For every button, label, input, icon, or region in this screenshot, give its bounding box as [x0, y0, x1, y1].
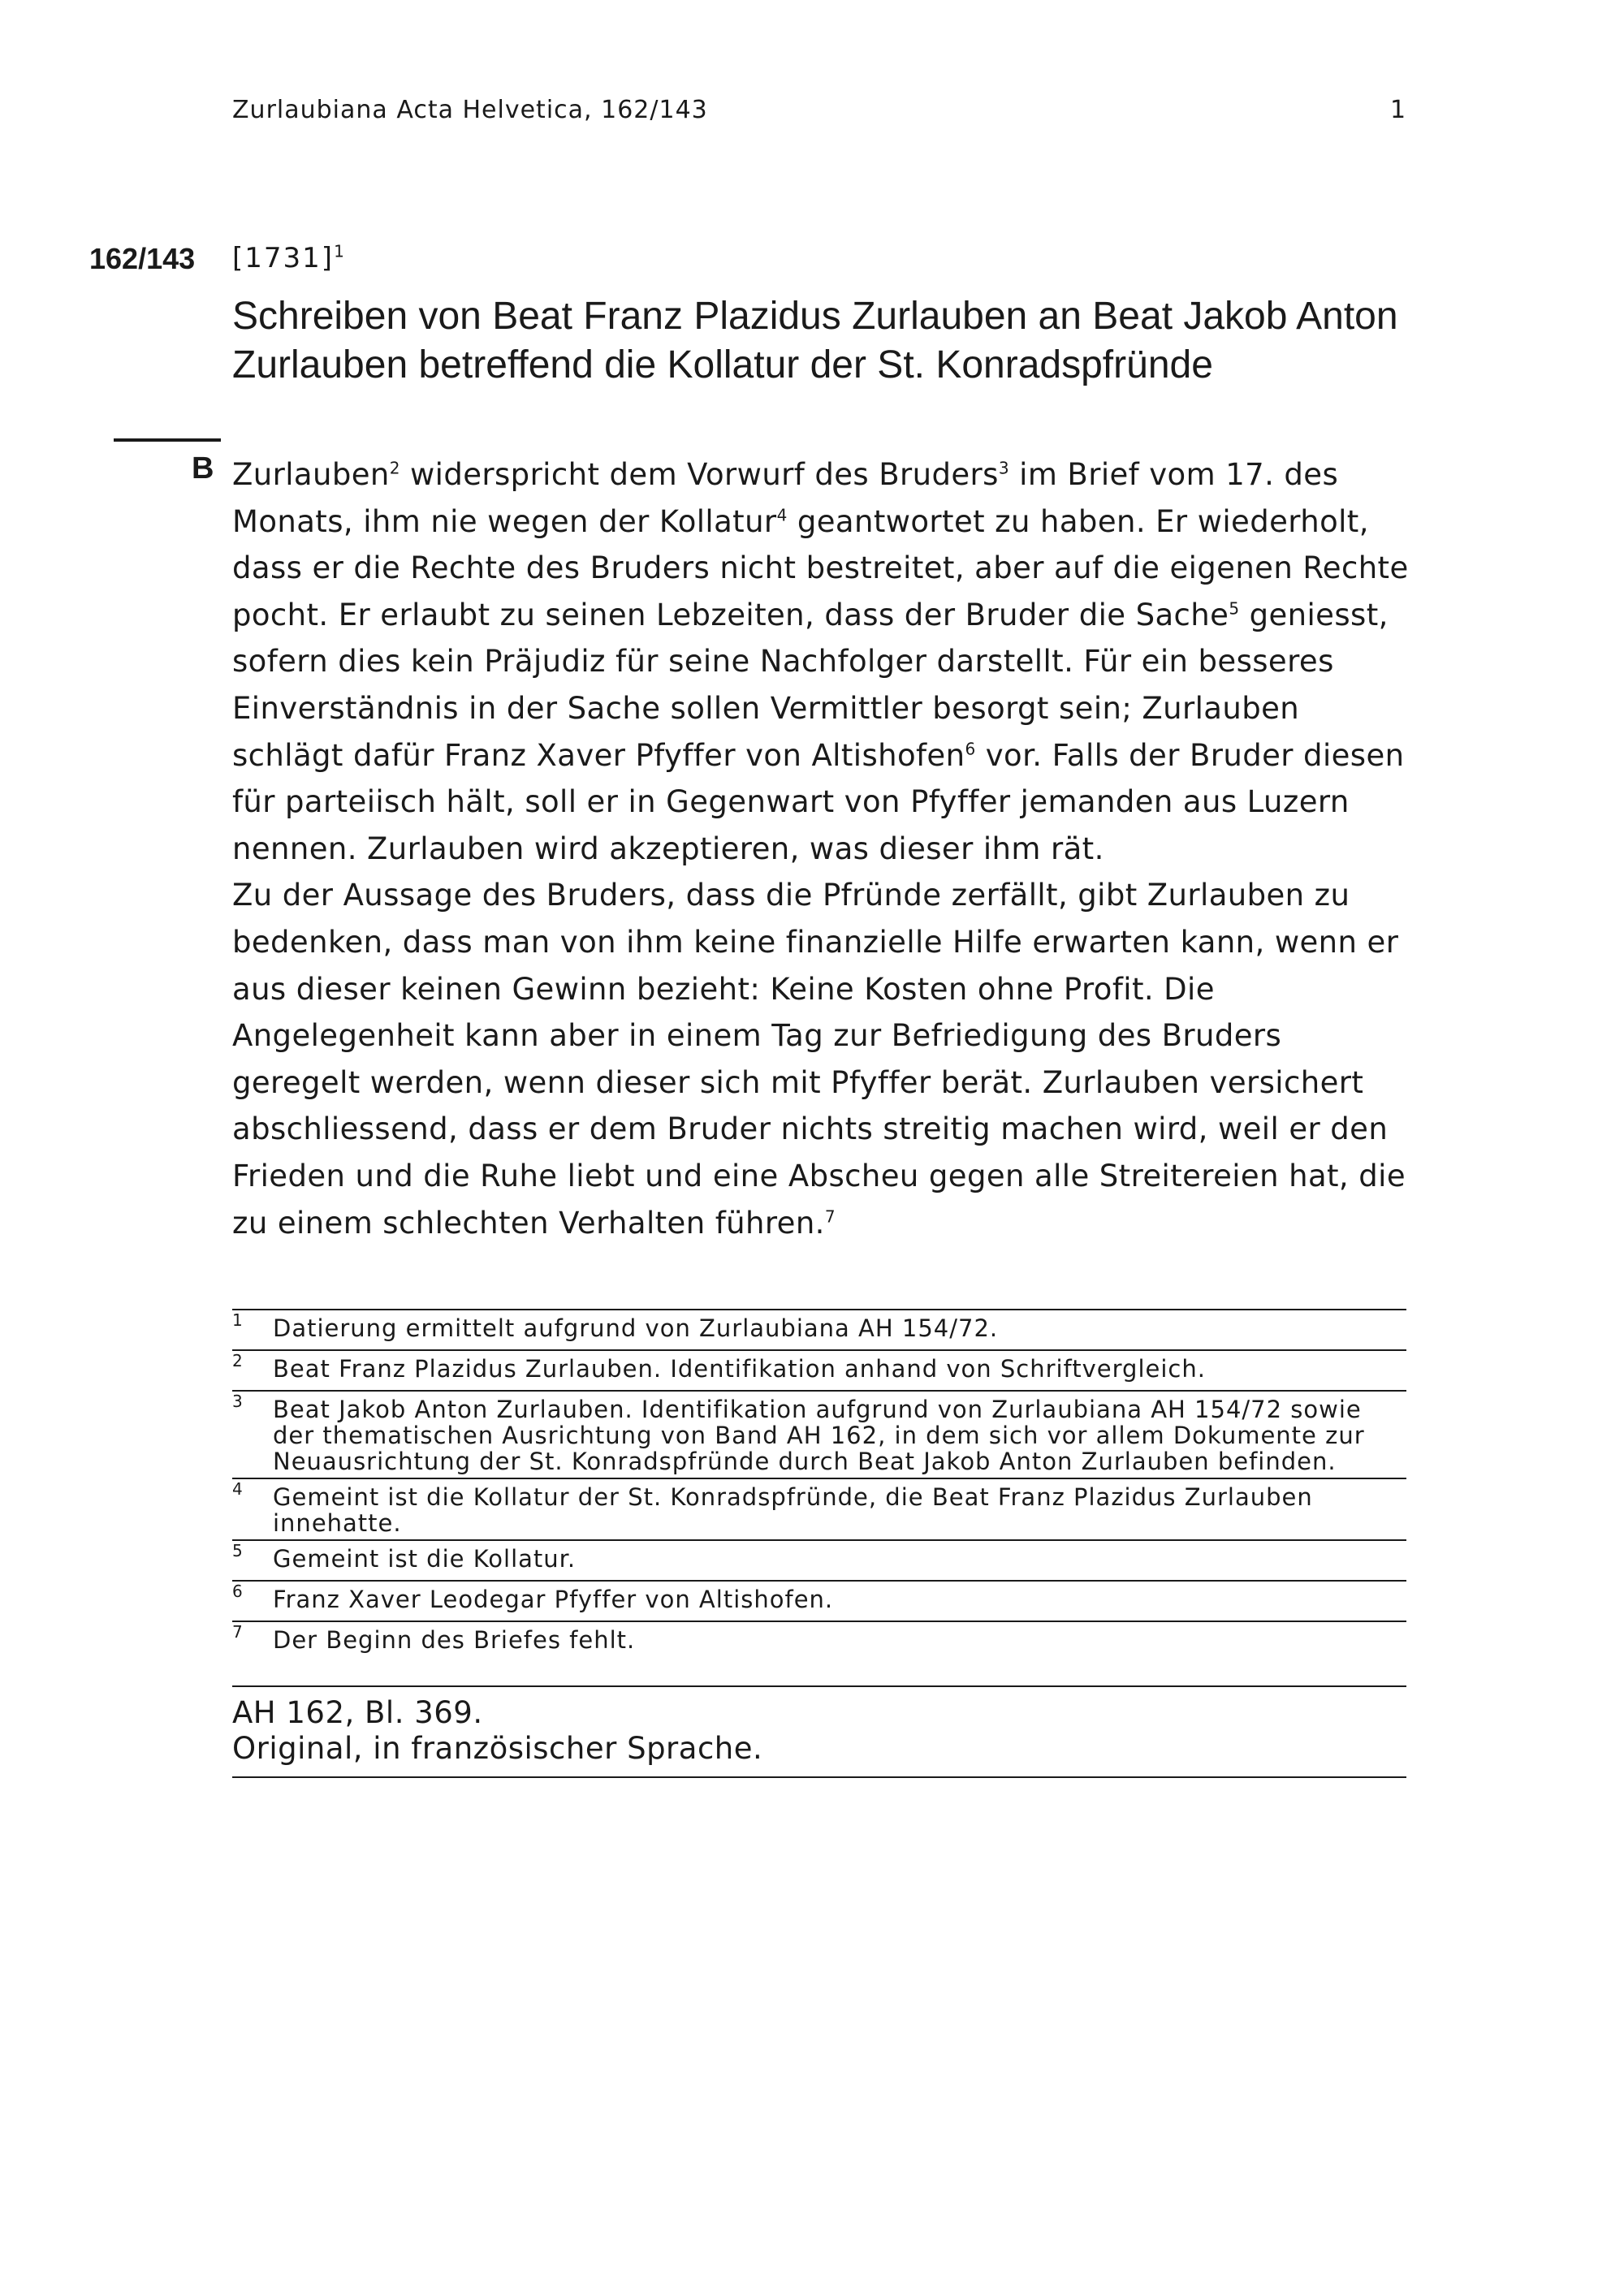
footnote [232, 1478, 1406, 1539]
footnote-ref[interactable]: 7 [824, 1206, 836, 1227]
footnote-ref[interactable]: 6 [965, 739, 976, 759]
footnote-number: 3 [232, 1392, 243, 1411]
regest-text [232, 451, 1410, 1246]
footnote-ref[interactable]: 1 [334, 241, 346, 261]
footnote-text: Beat Franz Plazidus Zurlauben. Identifikation anhand von Schriftvergleich. [273, 1355, 1206, 1383]
source-description: Original, in französischer Sprache. [232, 1731, 763, 1766]
footnote [232, 1390, 1406, 1478]
footnote-number: 5 [232, 1541, 243, 1560]
regest-paragraph [232, 872, 1410, 1246]
footnote-number: 7 [232, 1622, 243, 1642]
text-run: widerspricht dem Vorwurf des Bruders [400, 457, 999, 492]
footnote-ref[interactable]: 2 [389, 458, 400, 478]
footnote [232, 1539, 1406, 1580]
footnote-number: 4 [232, 1479, 243, 1499]
page-number: 1 [1390, 96, 1406, 124]
footnote-number: 6 [232, 1582, 243, 1601]
document-date [232, 242, 346, 274]
footnote [232, 1349, 1406, 1390]
text-run: vor. Falls der Bruder diesen für parteiisch hält, soll er in Gegenwart von Pfyffer jemanden aus Luzern nennen. Zurlauben wird akzeptieren, was dieser ihm rät. [232, 737, 1405, 866]
section-marker: B [192, 451, 214, 486]
text-run: im Brief vom 17. des Monats, ihm nie wegen der Kollatur [232, 457, 1339, 539]
footnote-ref[interactable]: 4 [776, 505, 788, 525]
document-number: 162/143 [89, 242, 196, 275]
footnote-text: Gemeint ist die Kollatur der St. Konradspfründe, die Beat Franz Plazidus Zurlauben innehatte. [273, 1483, 1313, 1537]
title-divider [114, 438, 221, 442]
footnote [232, 1621, 1406, 1661]
footnote [232, 1580, 1406, 1621]
footnote-text: Datierung ermittelt aufgrund von Zurlaubiana AH 154/72. [273, 1314, 999, 1342]
footnote-text: Beat Jakob Anton Zurlauben. Identifikation aufgrund von Zurlaubiana AH 154/72 sowie der thematischen Ausrichtung von Band AH 162, in dem sich vor allem Dokumente zur Neuausrichtung der St. Konradspfründe durch Beat Jakob Anton Zurlauben befinden. [273, 1396, 1365, 1475]
text-run: Zu der Aussage des Bruders, dass die Pfründe zerfällt, gibt Zurlauben zu bedenken, dass man von ihm keine finanzielle Hilfe erwarten kann, wenn er aus dieser keinen Gewinn bezieht: Keine Kosten ohne Profit. Die Angelegenheit kann aber in einem Tag zur Befriedigung des Bruders geregelt werden, wenn dieser sich mit Pfyffer berät. Zurlauben versichert abschliessend, dass er dem Bruder nichts streitig machen wird, weil er den Frieden und die Ruhe liebt und eine Abscheu gegen alle Streitereien hat, die zu einem schlechten Verhalten führen. [232, 878, 1406, 1241]
footnote-ref[interactable]: 5 [1229, 598, 1240, 619]
footnote [232, 1309, 1406, 1349]
text-run: Zurlauben [232, 457, 390, 492]
regest-paragraph [232, 451, 1410, 872]
source-signature: AH 162, Bl. 369. [232, 1695, 483, 1730]
source-block [232, 1685, 1406, 1778]
text-run: geantwortet zu haben. Er wiederholt, dass er die Rechte des Bruders nicht bestreitet, aber auf die eigenen Rechte pocht. Er erlaubt zu seinen Lebzeiten, dass der Bruder die Sache [232, 503, 1409, 632]
text-run: geniesst, sofern dies kein Präjudiz für seine Nachfolger darstellt. Für ein besseres Einverständnis in der Sache sollen Vermittler besorgt sein; Zurlauben schlägt dafür Franz Xaver Pfyffer von Altishofen [232, 597, 1389, 773]
running-header: Zurlaubiana Acta Helvetica, 162/143 [232, 96, 708, 124]
footnote-number: 2 [232, 1351, 243, 1370]
footnote-text: Gemeint ist die Kollatur. [273, 1545, 577, 1573]
footnotes [232, 1309, 1406, 1661]
footnote-number: 1 [232, 1310, 243, 1330]
date-text: [1731] [232, 242, 335, 274]
footnote-ref[interactable]: 3 [998, 458, 1009, 478]
footnote-text: Der Beginn des Briefes fehlt. [273, 1626, 636, 1654]
document-title: Schreiben von Beat Franz Plazidus Zurlauben an Beat Jakob Anton Zurlauben betreffend die Kollatur der St. Konradspfründe [232, 295, 1398, 386]
footnote-text: Franz Xaver Leodegar Pfyffer von Altishofen. [273, 1586, 834, 1613]
